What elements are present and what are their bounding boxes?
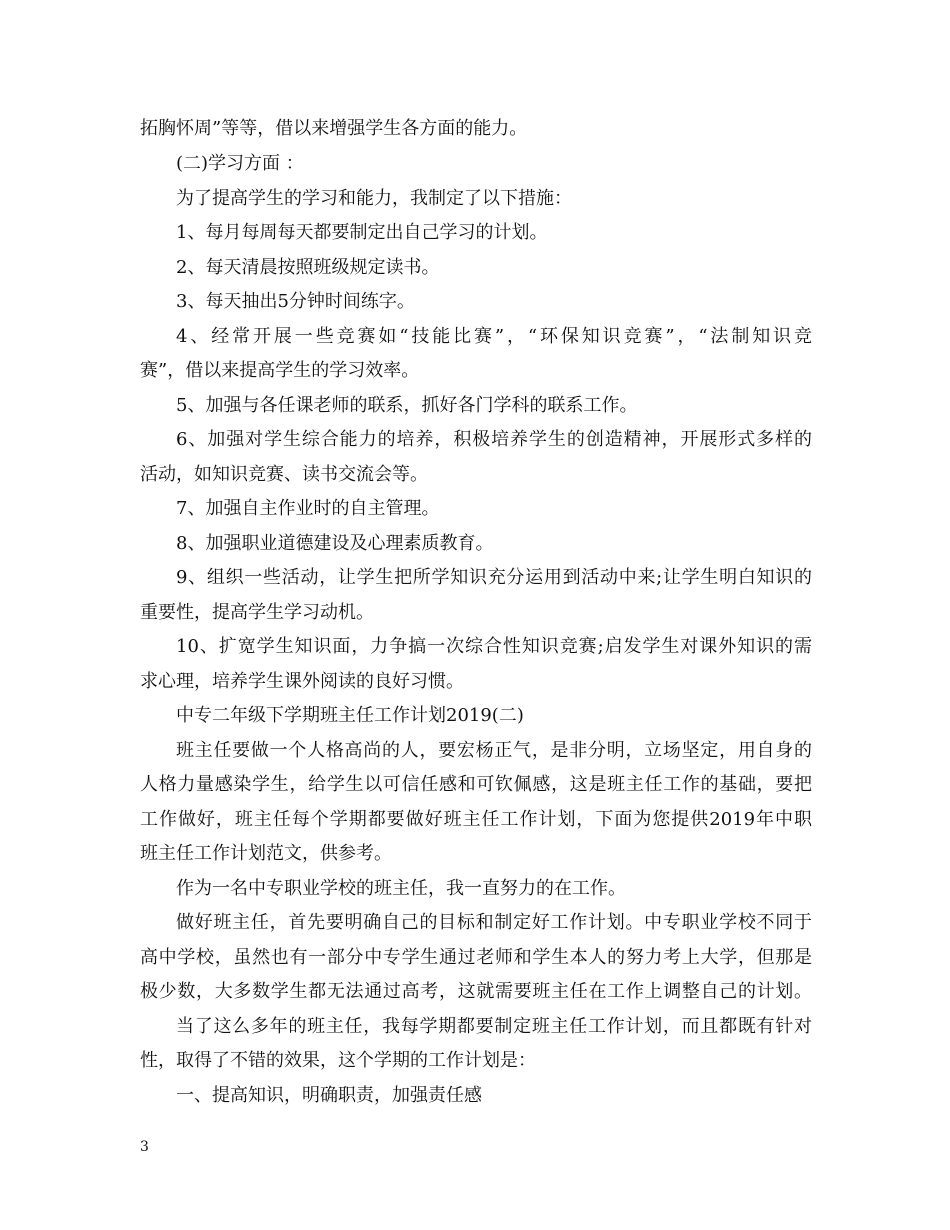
list-item: 6、加强对学生综合能力的培养，积极培养学生的创造精神，开展形式多样的: [176, 429, 812, 450]
paragraph-line: 人格力量感染学生，给学生以可信任感和可钦佩感，这是班主任工作的基础，要把: [140, 774, 812, 795]
paragraph-line: 班主任工作计划范文，供参考。: [140, 843, 392, 864]
page-number: 3: [140, 1139, 149, 1155]
paragraph-line: 高中学校，虽然也有一部分中专学生通过老师和学生本人的努力考上大学，但那是: [140, 947, 812, 968]
list-item: 3、每天抽出5分钟时间练字。: [176, 291, 415, 312]
paragraph-line: 班主任要做一个人格高尚的人，要宏杨正气，是非分明，立场坚定，用自身的: [176, 740, 812, 761]
text-line: 赛”，借以来提高学生的学习效率。: [140, 360, 420, 381]
text-line: 为了提高学生的学习和能力，我制定了以下措施：: [176, 188, 572, 209]
section-heading: (二)学习方面 ：: [176, 153, 304, 174]
document-subtitle: 中专二年级下学期班主任工作计划2019(二): [176, 705, 524, 726]
list-item: 2、每天清晨按照班级规定读书。: [176, 257, 440, 278]
list-item: 8、加强职业道德建设及心理素质教育。: [176, 533, 494, 554]
list-item: 7、加强自主作业时的自主管理。: [176, 498, 440, 519]
list-item: 4、经常开展一些竞赛如“技能比赛”，“环保知识竞赛”，“法制知识竞: [176, 326, 812, 347]
paragraph-line: 当了这么多年的班主任，我每学期都要制定班主任工作计划，而且都既有针对: [176, 1016, 812, 1037]
text-line: 拓胸怀周”等等，借以来增强学生各方面的能力。: [140, 118, 528, 139]
list-item: 5、加强与各任课老师的联系，抓好各门学科的联系工作。: [176, 395, 638, 416]
list-item: 9、组织一些活动，让学生把所学知识充分运用到活动中来;让学生明白知识的: [176, 567, 812, 588]
paragraph-line: 性，取得了不错的效果，这个学期的工作计划是：: [140, 1050, 536, 1071]
paragraph-line: 工作做好，班主任每个学期都要做好班主任工作计划，下面为您提供2019年中职: [140, 809, 812, 830]
paragraph-line: 极少数，大多数学生都无法通过高考，这就需要班主任在工作上调整自己的计划。: [140, 981, 812, 1002]
paragraph-line: 作为一名中专职业学校的班主任，我一直努力的在工作。: [176, 878, 626, 899]
text-line: 活动，如知识竞赛、读书交流会等。: [140, 464, 428, 485]
section-heading: 一、提高知识，明确职责，加强责任感: [176, 1085, 482, 1106]
list-item: 10、扩宽学生知识面，力争搞一次综合性知识竞赛;启发学生对课外知识的需: [176, 636, 812, 657]
list-item: 1、每月每周每天都要制定出自己学习的计划。: [176, 222, 548, 243]
paragraph-line: 做好班主任，首先要明确自己的目标和制定好工作计划。中专职业学校不同于: [176, 912, 812, 933]
text-line: 重要性，提高学生学习动机。: [140, 602, 374, 623]
text-line: 求心理，培养学生课外阅读的良好习惯。: [140, 671, 464, 692]
